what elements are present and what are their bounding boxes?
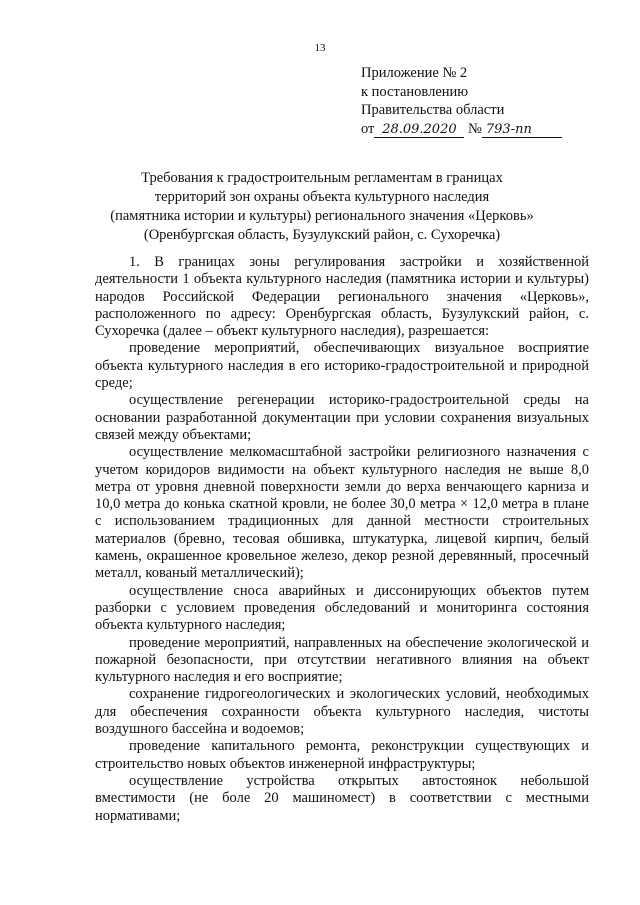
decree-date: 28.09.2020 (374, 123, 464, 138)
paragraph-item: осуществление сноса аварийных и диссонирующих объектов путем разборки с условием проведения обследований и мониторинга состояния объекта культурного наследия; (95, 582, 589, 634)
paragraph-item: осуществление устройства открытых автостоянок небольшой вместимости (не боле 20 машиномест) в соответствии с местными нормативами; (95, 772, 589, 824)
from-label: от (361, 120, 375, 137)
number-label: № (468, 120, 482, 137)
appendix-line-decree: к постановлению (361, 83, 469, 100)
paragraph-item: осуществление регенерации историко-градостроительной среды на основании разработанной документации при условии сохранения визуальных связей между объектами; (95, 392, 589, 443)
paragraph-item: проведение мероприятий, направленных на обеспечение экологической и пожарной безопасности, при отсутствии негативного влияния на объект культурного наследия и его восприятие; (95, 634, 589, 686)
title-line-2: территорий зон охраны объекта культурного наследия (154, 189, 490, 205)
paragraph-item: сохранение гидрогеологических и экологических условий, необходимых для обеспечения сохранности объекта культурного наследия, чистоты воздушного бассейна и водоемов; (95, 686, 589, 738)
appendix-title: Приложение № 2 (361, 65, 468, 81)
decree-number: 793-пп (482, 123, 562, 138)
title-line-3: (памятника истории и культуры) регионального значения «Церковь» (110, 208, 534, 224)
appendix-block (361, 64, 562, 138)
document-body (95, 254, 589, 825)
appendix-date-number-line (361, 120, 562, 139)
paragraph-item: проведение капитального ремонта, реконструкции существующих и строительство новых объектов инженерной инфраструктуры; (95, 738, 589, 772)
document-title (96, 169, 548, 245)
paragraph-intro: 1. В границах зоны регулирования застройки и хозяйственной деятельности 1 объекта культурного наследия (памятника истории и культуры) народов Российской Федерации регионального значения «Церковь», расположенного по адресу: Оренбургская область, Бузулукский район, с. Сухоречка (далее – объект культурного наследия), разрешается: (95, 254, 589, 340)
appendix-line-government: Правительства области (361, 102, 505, 118)
paragraph-item: осуществление мелкомасштабной застройки религиозного назначения с учетом коридоров видимости на объект культурного наследия не выше 8,0 метра от уровня дневной поверхности земли до верха венчающего карниза и 10,0 метра до конька скатной кровли, не более 30,0 метра × 12,0 метра в плане с использованием традиционных для данной местности строительных материалов (бревно, тесовая обшивка, штукатурка, лицевой кирпич, белый камень, окрашенное кровельное железо, декор резной деревянный, просечный металл, кованый металлический); (95, 444, 589, 582)
paragraph-item: проведение мероприятий, обеспечивающих визуальное восприятие объекта культурного наследия в его историко-градостроительной и природной среде; (95, 340, 589, 392)
title-line-1: Требования к градостроительным регламентам в границах (141, 170, 503, 186)
title-line-4: (Оренбургская область, Бузулукский район, с. Сухоречка) (143, 227, 501, 243)
page-number: 13 (314, 42, 326, 54)
